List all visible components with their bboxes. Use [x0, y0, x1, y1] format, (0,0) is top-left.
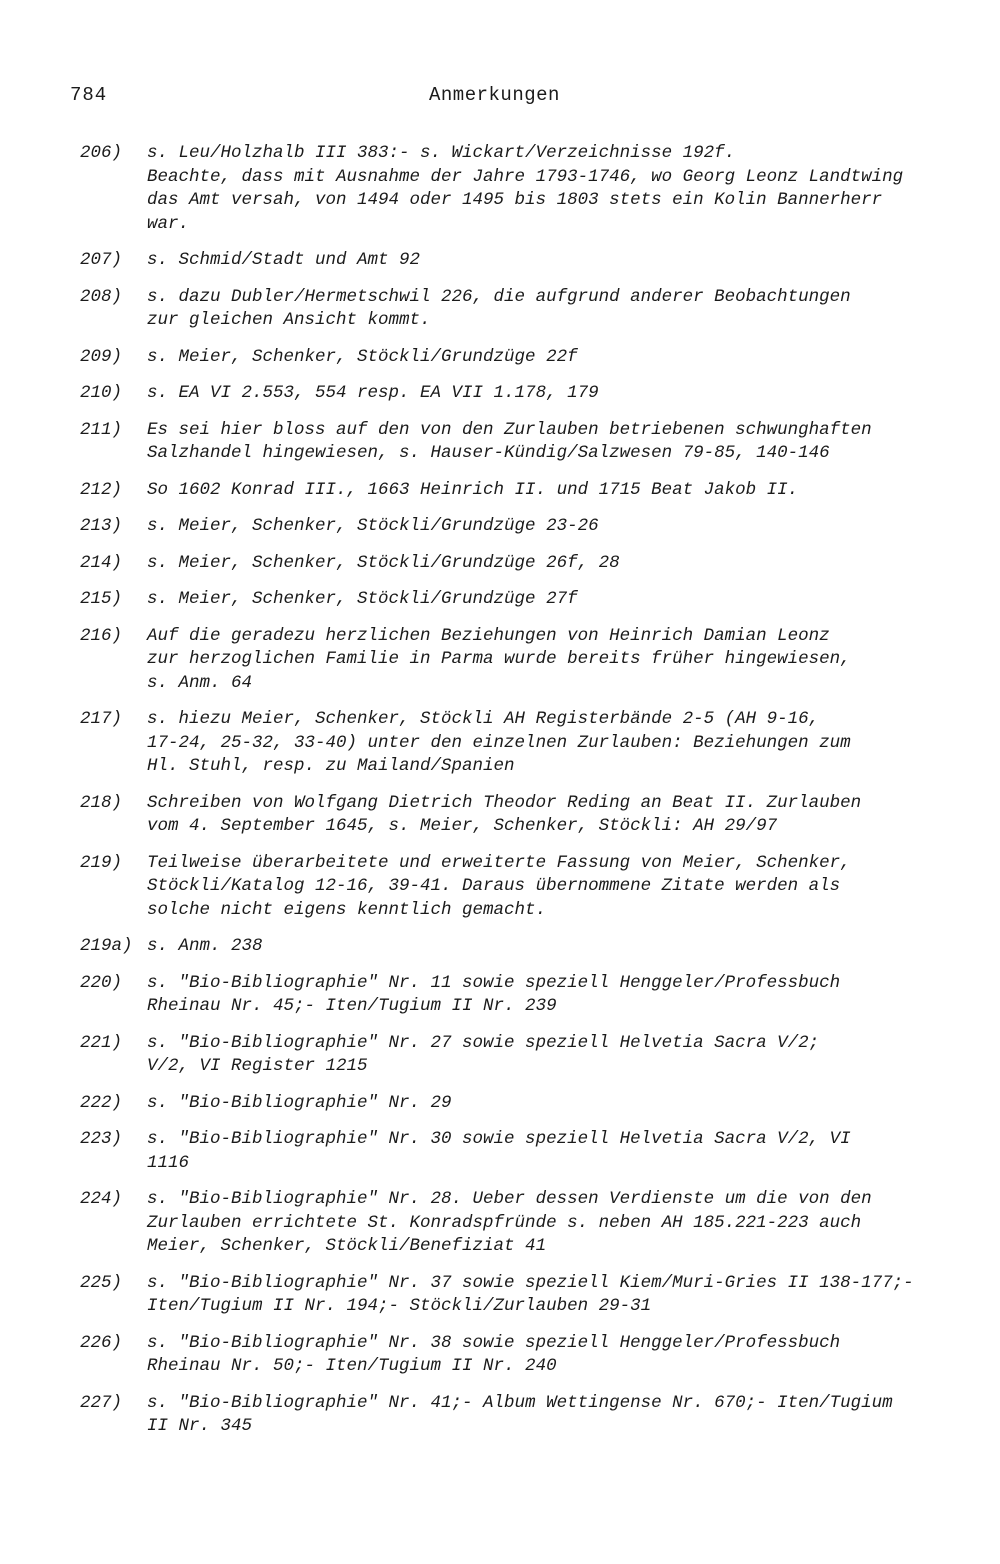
endnote-line: Beachte, dass mit Ausnahme der Jahre 1793-1746, wo Georg Leonz Landtwing [147, 166, 904, 187]
endnote-number: 206) [80, 143, 123, 163]
endnote-line: s. "Bio-Bibliographie" Nr. 41;- Album Wettingense Nr. 670;- Iten/Tugium [147, 1392, 893, 1413]
endnote [0, 1392, 1000, 1439]
endnote-text [147, 1272, 962, 1319]
endnote-number: 223) [80, 1129, 123, 1149]
endnote [0, 382, 1000, 406]
endnote [0, 935, 1000, 959]
endnote [0, 1272, 1000, 1319]
endnote [0, 479, 1000, 503]
endnote-line: war. [147, 213, 190, 234]
endnote-line: s. Anm. 238 [147, 936, 263, 956]
endnote-text [147, 515, 962, 539]
endnote-line: vom 4. September 1645, s. Meier, Schenker, Stöckli: AH 29/97 [147, 816, 778, 836]
endnote-line: s. Meier, Schenker, Stöckli/Grundzüge 23-26 [147, 516, 599, 536]
endnote-number: 217) [80, 709, 123, 729]
endnote-line: s. Leu/Holzhalb III 383:- s. Wickart/Verzeichnisse 192f. [147, 143, 736, 163]
endnote-text [147, 142, 962, 236]
endnote-text [147, 552, 962, 576]
endnote-text [147, 419, 962, 466]
endnote-number: 219) [80, 852, 123, 873]
endnote-number: 211) [80, 419, 123, 440]
endnote-text [147, 1092, 962, 1116]
endnote-line: s. dazu Dubler/Hermetschwil 226, die aufgrund anderer Beobachtungen [147, 286, 851, 307]
endnote-line: V/2, VI Register 1215 [147, 1056, 368, 1076]
endnote [0, 972, 1000, 1019]
endnote-line: Zurlauben errichtete St. Konradspfründe s. neben AH 185.221-223 auch [147, 1212, 862, 1233]
endnote-text [147, 1188, 962, 1259]
endnote-number: 213) [80, 516, 123, 536]
endnote-text [147, 1032, 962, 1079]
endnote [0, 1188, 1000, 1259]
endnote-number: 210) [80, 383, 123, 403]
endnote [0, 1032, 1000, 1079]
endnote-number: 220) [80, 972, 123, 993]
endnote-line: Meier, Schenker, Stöckli/Benefiziat 41 [147, 1236, 547, 1256]
endnote-line: So 1602 Konrad III., 1663 Heinrich II. und 1715 Beat Jakob II. [147, 479, 799, 500]
endnote-number: 226) [80, 1332, 123, 1353]
endnote-text [147, 382, 962, 406]
page-header [0, 84, 1000, 112]
endnote [0, 249, 1000, 273]
endnote [0, 852, 1000, 923]
endnote-text [147, 249, 962, 273]
page-number: 784 [70, 84, 108, 106]
endnote-line: Auf die geradezu herzlichen Beziehungen von Heinrich Damian Leonz [147, 625, 830, 646]
endnote [0, 552, 1000, 576]
endnote-line: s. Meier, Schenker, Stöckli/Grundzüge 22f [147, 346, 578, 367]
endnote-number: 221) [80, 1032, 123, 1053]
endnote-number: 224) [80, 1189, 123, 1209]
endnote [0, 708, 1000, 779]
endnote-number: 207) [80, 250, 123, 270]
endnote-line: s. Meier, Schenker, Stöckli/Grundzüge 27f [147, 589, 578, 609]
endnote-number: 218) [80, 792, 123, 813]
endnote-text [147, 852, 962, 923]
endnote-text [147, 346, 962, 370]
endnote-number: 215) [80, 589, 123, 609]
endnote-text [147, 972, 962, 1019]
endnote-number: 225) [80, 1272, 123, 1293]
endnote-line: Hl. Stuhl, resp. zu Mailand/Spanien [147, 756, 515, 776]
endnote-line: Salzhandel hingewiesen, s. Hauser-Kündig/Salzwesen 79-85, 140-146 [147, 443, 830, 463]
endnote-line: 1116 [147, 1152, 190, 1173]
endnote [0, 1332, 1000, 1379]
running-title: Anmerkungen [429, 84, 560, 106]
endnote-line: 17-24, 25-32, 33-40) unter den einzelnen Zurlauben: Beziehungen zum [147, 732, 851, 753]
endnote-text [147, 286, 962, 333]
endnote-line: s. Meier, Schenker, Stöckli/Grundzüge 26f, 28 [147, 552, 620, 573]
endnotes-list [0, 142, 1000, 1452]
endnote-line: s. Anm. 64 [147, 672, 253, 693]
endnote-line: Schreiben von Wolfgang Dietrich Theodor Reding an Beat II. Zurlauben [147, 792, 862, 813]
endnote-line: solche nicht eigens kenntlich gemacht. [147, 899, 547, 920]
endnote [0, 1092, 1000, 1116]
endnote-line: s. "Bio-Bibliographie" Nr. 28. Ueber dessen Verdienste um die von den [147, 1189, 872, 1209]
endnote-number: 209) [80, 346, 123, 367]
endnote-line: Stöckli/Katalog 12-16, 39-41. Daraus übernommene Zitate werden als [147, 876, 841, 896]
endnote-line: Teilweise überarbeitete und erweiterte Fassung von Meier, Schenker, [147, 852, 851, 873]
endnote [0, 1128, 1000, 1175]
endnote-number: 227) [80, 1392, 123, 1413]
endnote-line: zur gleichen Ansicht kommt. [147, 310, 431, 330]
endnote [0, 286, 1000, 333]
endnote-line: s. hiezu Meier, Schenker, Stöckli AH Registerbände 2-5 (AH 9-16, [147, 709, 820, 729]
endnote-text [147, 625, 962, 696]
endnote [0, 142, 1000, 236]
endnote-number: 208) [80, 286, 123, 307]
endnote-text [147, 1128, 962, 1175]
endnote-number: 219a) [80, 936, 133, 956]
endnote-line: s. "Bio-Bibliographie" Nr. 37 sowie speziell Kiem/Muri-Gries II 138-177;- [147, 1272, 914, 1293]
endnote-text [147, 588, 962, 612]
endnote-number: 212) [80, 479, 123, 500]
endnote-number: 214) [80, 552, 123, 573]
endnote [0, 792, 1000, 839]
endnote-text [147, 1392, 962, 1439]
endnote-line: das Amt versah, von 1494 oder 1495 bis 1803 stets ein Kolin Bannerherr [147, 190, 883, 210]
endnote-line: s. "Bio-Bibliographie" Nr. 11 sowie speziell Henggeler/Professbuch [147, 972, 841, 993]
endnote-line: Rheinau Nr. 45;- Iten/Tugium II Nr. 239 [147, 996, 557, 1016]
endnote-line: II Nr. 345 [147, 1416, 253, 1436]
endnote-line: s. "Bio-Bibliographie" Nr. 27 sowie speziell Helvetia Sacra V/2; [147, 1032, 820, 1053]
endnote [0, 515, 1000, 539]
endnote-line: s. "Bio-Bibliographie" Nr. 38 sowie speziell Henggeler/Professbuch [147, 1332, 841, 1353]
endnote-text [147, 935, 962, 959]
endnote-text [147, 708, 962, 779]
endnote-line: Es sei hier bloss auf den von den Zurlauben betriebenen schwunghaften [147, 419, 872, 440]
endnote-text [147, 792, 962, 839]
endnote-line: Rheinau Nr. 50;- Iten/Tugium II Nr. 240 [147, 1356, 557, 1376]
endnote-text [147, 479, 962, 503]
endnote-line: s. "Bio-Bibliographie" Nr. 29 [147, 1092, 452, 1113]
endnote-line: s. EA VI 2.553, 554 resp. EA VII 1.178, 179 [147, 383, 599, 403]
endnote-line: s. Schmid/Stadt und Amt 92 [147, 250, 421, 270]
endnote [0, 625, 1000, 696]
endnote [0, 419, 1000, 466]
endnote [0, 346, 1000, 370]
endnote-line: s. "Bio-Bibliographie" Nr. 30 sowie speziell Helvetia Sacra V/2, VI [147, 1129, 851, 1149]
endnote-line: zur herzoglichen Familie in Parma wurde bereits früher hingewiesen, [147, 649, 851, 669]
endnote-text [147, 1332, 962, 1379]
endnote-number: 216) [80, 625, 123, 646]
endnote-line: Iten/Tugium II Nr. 194;- Stöckli/Zurlauben 29-31 [147, 1296, 652, 1316]
endnote [0, 588, 1000, 612]
endnote-number: 222) [80, 1092, 123, 1113]
